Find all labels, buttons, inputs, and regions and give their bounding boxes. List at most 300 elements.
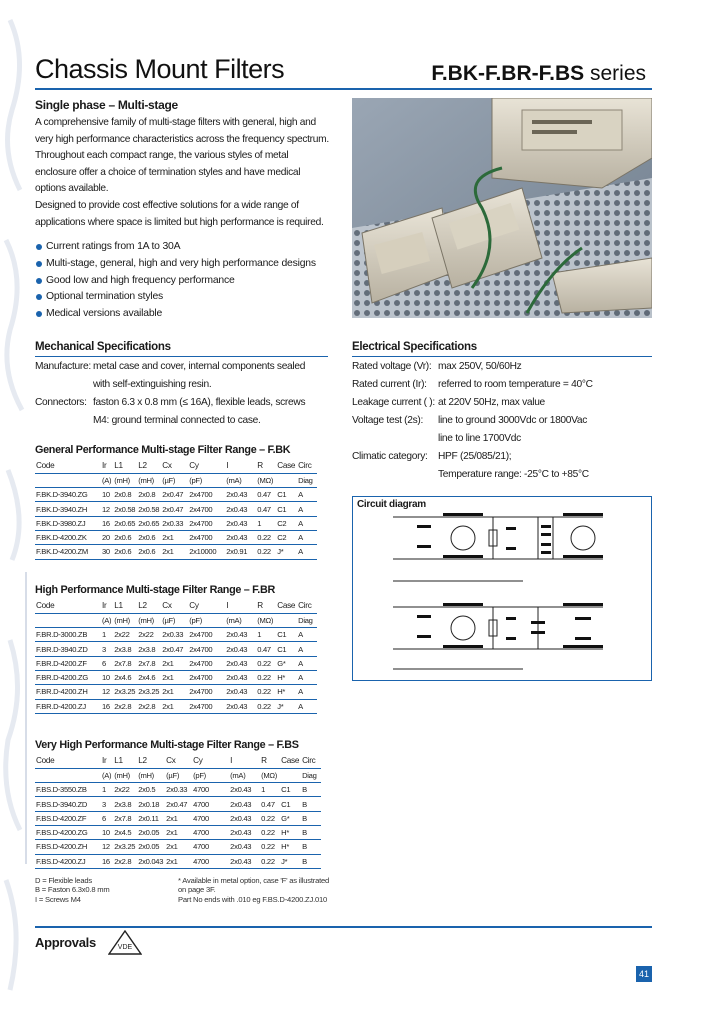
table-header-cell: I	[225, 459, 256, 473]
table-cell: 12	[101, 840, 113, 854]
table-cell: 0.47	[260, 797, 280, 811]
feature-item: Optional termination styles	[35, 289, 316, 306]
table-cell: 16	[101, 516, 113, 530]
table-cell: 2x1	[161, 530, 188, 544]
table-row	[35, 488, 317, 502]
table-cell: 0.22	[256, 545, 276, 559]
feature-item: Good low and high frequency performance	[35, 273, 316, 290]
table-cell: 0.22	[256, 699, 276, 713]
table-cell: 1	[256, 516, 276, 530]
table-cell: 2x0.6	[137, 530, 161, 544]
table-cell: 12	[101, 685, 113, 699]
table-header-cell: Ir	[101, 459, 113, 473]
table-cell: B	[301, 797, 321, 811]
table-cell: 0.22	[260, 825, 280, 839]
table-cell: 2x22	[113, 628, 137, 642]
table-cell: 2x3.25	[113, 840, 137, 854]
table-cell: G*	[280, 811, 301, 825]
vde-mark-text: VDE	[117, 944, 133, 951]
intro-line: Designed to provide cost effective solutions for a wide range of	[35, 199, 299, 211]
table-cell: 1	[101, 628, 113, 642]
table-cell: A	[297, 642, 317, 656]
table-cell: 2x0.43	[229, 825, 260, 839]
table-cell: 2x22	[113, 783, 137, 797]
table-header-cell: Circ	[297, 459, 317, 473]
intro-line: options available.	[35, 183, 109, 195]
spec-key: Climatic category:	[352, 451, 428, 462]
table-cell: A	[297, 628, 317, 642]
table-header-cell: (A)	[101, 768, 113, 782]
table-cell: F.BS.D-4200.ZF	[35, 811, 101, 825]
table-header-cell: Circ	[301, 754, 321, 768]
spec-value: Temperature range: -25°C to +85°C	[438, 469, 589, 480]
table-header-cell: R	[256, 459, 276, 473]
filter-table-fbk	[35, 459, 317, 560]
table-cell: 2x0.47	[161, 488, 188, 502]
table-cell: C1	[276, 628, 297, 642]
product-photo	[352, 98, 652, 318]
table-header-cell: L2	[137, 754, 165, 768]
table-header-cell: (µF)	[161, 473, 188, 487]
table-header-cell: (MΩ)	[256, 613, 276, 627]
vde-approval-mark-icon	[108, 930, 142, 956]
table-cell: C2	[276, 516, 297, 530]
spec-value: M4: ground terminal connected to case.	[93, 415, 261, 426]
mechanical-rule	[35, 356, 328, 357]
table-row	[35, 628, 317, 642]
table-header-cell: L2	[137, 599, 161, 613]
table-cell: 2x0.58	[113, 502, 137, 516]
table-header-cell: (µF)	[161, 613, 188, 627]
table-row	[35, 502, 317, 516]
table-header-cell: (mH)	[113, 473, 137, 487]
notes-right	[178, 876, 329, 904]
table-cell: 2x4700	[188, 699, 225, 713]
series-suffix: series	[584, 62, 646, 85]
table-cell: 2x4700	[188, 530, 225, 544]
table-cell: A	[297, 670, 317, 684]
notes-left	[35, 876, 110, 904]
table-header-cell: L1	[113, 459, 137, 473]
filter-table-fbr	[35, 599, 317, 714]
note-line: I = Screws M4	[35, 894, 81, 904]
table-cell: B	[301, 783, 321, 797]
table-header-cell: (µF)	[165, 768, 192, 782]
page-title: Chassis Mount Filters	[35, 54, 285, 84]
table-header-row	[35, 768, 321, 782]
table-header-cell	[35, 473, 101, 487]
table-row	[35, 840, 321, 854]
table-header-cell: (mH)	[113, 613, 137, 627]
table-cell: 30	[101, 545, 113, 559]
spec-key: Rated voltage (Vr):	[352, 361, 432, 372]
table-header-cell: Cx	[161, 459, 188, 473]
table-cell: 2x0.43	[229, 840, 260, 854]
table-cell: 20	[101, 530, 113, 544]
side-bar-marker	[25, 572, 27, 864]
feature-item: Medical versions available	[35, 306, 316, 323]
table-cell: 2x4700	[188, 685, 225, 699]
table-title: High Performance Multi-stage Filter Range – F.BR	[35, 584, 275, 596]
table-cell: 3	[101, 642, 113, 656]
table-cell: F.BS.D-3940.ZD	[35, 797, 101, 811]
table-cell: 2x0.47	[161, 502, 188, 516]
table-cell: 2x2.8	[113, 699, 137, 713]
table-header-cell: Diag	[297, 473, 317, 487]
feature-item: Current ratings from 1A to 30A	[35, 239, 316, 256]
table-header-cell: (mH)	[137, 613, 161, 627]
spec-key	[352, 466, 438, 484]
spec-value: HPF (25/085/21);	[438, 451, 512, 462]
table-row	[35, 685, 317, 699]
table-row	[35, 811, 321, 825]
table-cell: 2x0.58	[137, 502, 161, 516]
table-cell: 1	[101, 783, 113, 797]
circuit-schematic	[353, 497, 651, 680]
table-row	[35, 783, 321, 797]
table-cell: 3	[101, 797, 113, 811]
approvals-rule	[35, 926, 652, 928]
table-cell: 2x3.25	[137, 685, 161, 699]
intro-heading: Single phase – Multi-stage	[35, 98, 178, 112]
series-label	[431, 62, 646, 86]
table-header-cell: L1	[113, 754, 137, 768]
table-title: General Performance Multi-stage Filter Range – F.BK	[35, 444, 291, 456]
note-line: B = Faston 6.3x0.8 mm	[35, 885, 110, 895]
table-cell: 0.47	[256, 502, 276, 516]
table-header-cell: Cx	[165, 754, 192, 768]
table-cell: A	[297, 516, 317, 530]
table-header-cell: Cy	[188, 459, 225, 473]
table-cell: 4700	[192, 840, 229, 854]
table-cell: 2x0.43	[229, 783, 260, 797]
table-header-cell: Circ	[297, 599, 317, 613]
table-cell: 2x0.43	[229, 797, 260, 811]
table-cell: 2x3.25	[113, 685, 137, 699]
table-cell: 2x1	[165, 825, 192, 839]
table-header-cell: Diag	[301, 768, 321, 782]
table-cell: 2x1	[165, 840, 192, 854]
table-header-cell	[35, 613, 101, 627]
table-cell: 2x1	[161, 670, 188, 684]
title-divider	[35, 88, 652, 90]
table-cell: 2x3.8	[113, 797, 137, 811]
table-cell: F.BR.D-4200.ZJ	[35, 699, 101, 713]
table-cell: 2x0.43	[229, 854, 260, 868]
table-cell: 2x1	[165, 811, 192, 825]
table-cell: 2x10000	[188, 545, 225, 559]
page-number: 41	[636, 966, 652, 982]
table-header-cell: Cy	[192, 754, 229, 768]
table-cell: J*	[276, 699, 297, 713]
table-cell: 2x0.11	[137, 811, 165, 825]
table-header-cell: (pF)	[188, 613, 225, 627]
mechanical-heading: Mechanical Specifications	[35, 341, 171, 353]
spec-value: at 220V 50Hz, max value	[438, 397, 545, 408]
table-header-cell: (MΩ)	[256, 473, 276, 487]
spec-key: Manufacture:	[35, 361, 91, 372]
table-cell: 2x0.43	[225, 502, 256, 516]
table-cell: A	[297, 699, 317, 713]
spec-key	[35, 376, 93, 394]
table-cell: H*	[276, 685, 297, 699]
intro-line: enclosure offer a choice of termination styles and have medical	[35, 166, 301, 178]
table-cell: 2x0.6	[113, 530, 137, 544]
table-cell: 2x0.6	[113, 545, 137, 559]
table-cell: 2x0.8	[137, 488, 161, 502]
table-cell: 2x4700	[188, 502, 225, 516]
table-header-cell: (mA)	[229, 768, 260, 782]
table-header-cell: R	[260, 754, 280, 768]
table-cell: C1	[280, 783, 301, 797]
intro-text	[35, 115, 329, 231]
table-cell: 2x4.5	[113, 825, 137, 839]
intro-line: Throughout each compact range, the various styles of metal	[35, 150, 289, 162]
table-header-row	[35, 459, 317, 473]
table-header-cell: Case	[280, 754, 301, 768]
intro-line: A comprehensive family of multi-stage filters with general, high and	[35, 117, 316, 128]
spec-value: referred to room temperature = 40°C	[438, 379, 593, 390]
table-cell: 2x0.43	[225, 642, 256, 656]
table-cell: 2x0.43	[225, 516, 256, 530]
table-cell: 10	[101, 670, 113, 684]
table-cell: 2x0.8	[113, 488, 137, 502]
table-cell: F.BK.D-3940.ZH	[35, 502, 101, 516]
table-cell: 4700	[192, 825, 229, 839]
table-header-row	[35, 473, 317, 487]
table-header-cell: Diag	[297, 613, 317, 627]
table-cell: F.BR.D-3000.ZB	[35, 628, 101, 642]
table-cell: F.BS.D-4200.ZG	[35, 825, 101, 839]
table-cell: B	[301, 840, 321, 854]
spec-key	[352, 430, 438, 448]
spec-key: Rated current (Ir):	[352, 379, 427, 390]
table-cell: 6	[101, 811, 113, 825]
table-cell: A	[297, 656, 317, 670]
feature-list	[35, 239, 316, 323]
table-cell: 2x0.65	[137, 516, 161, 530]
table-cell: 1	[260, 783, 280, 797]
table-cell: 0.47	[256, 488, 276, 502]
table-header-cell: (A)	[101, 473, 113, 487]
spec-value: faston 6.3 x 0.8 mm (≤ 16A), flexible leads, screws	[93, 397, 306, 408]
table-cell: A	[297, 530, 317, 544]
table-cell: F.BR.D-4200.ZH	[35, 685, 101, 699]
table-cell: H*	[276, 670, 297, 684]
table-cell: 2x0.33	[165, 783, 192, 797]
table-cell: G*	[276, 656, 297, 670]
table-header-cell	[276, 473, 297, 487]
table-header-row	[35, 754, 321, 768]
table-cell: J*	[276, 545, 297, 559]
table-cell: 2x3.8	[113, 642, 137, 656]
table-cell: 0.22	[256, 685, 276, 699]
spec-value: line to ground 3000Vdc or 1800Vac	[438, 415, 588, 426]
table-cell: H*	[280, 825, 301, 839]
table-row	[35, 656, 317, 670]
table-header-cell: Ir	[101, 599, 113, 613]
table-cell: 10	[101, 488, 113, 502]
table-cell: B	[301, 825, 321, 839]
note-line: on page 3F.	[178, 885, 216, 895]
table-cell: 2x3.8	[137, 642, 161, 656]
table-cell: 2x0.05	[137, 840, 165, 854]
table-header-cell	[35, 768, 101, 782]
spec-key: Leakage current ( ):	[352, 397, 435, 408]
spec-key: Voltage test (2s):	[352, 415, 424, 426]
table-header-cell: R	[256, 599, 276, 613]
spec-value: metal case and cover, internal components sealed	[93, 361, 306, 372]
spec-key: Connectors:	[35, 397, 87, 408]
table-row	[35, 516, 317, 530]
table-cell: C1	[276, 502, 297, 516]
electrical-rule	[352, 356, 652, 357]
table-row	[35, 825, 321, 839]
table-cell: 2x2.8	[113, 854, 137, 868]
table-cell: 0.22	[260, 854, 280, 868]
table-header-cell: Code	[35, 599, 101, 613]
table-cell: 10	[101, 825, 113, 839]
table-header-cell: (MΩ)	[260, 768, 280, 782]
table-cell: 4700	[192, 783, 229, 797]
table-cell: A	[297, 502, 317, 516]
table-cell: 2x0.43	[225, 530, 256, 544]
table-cell: 16	[101, 699, 113, 713]
table-cell: A	[297, 685, 317, 699]
table-row	[35, 797, 321, 811]
table-cell: C1	[276, 488, 297, 502]
table-cell: F.BK.D-4200.ZM	[35, 545, 101, 559]
feature-item: Multi-stage, general, high and very high performance designs	[35, 256, 316, 273]
approvals-label: Approvals	[35, 935, 96, 950]
table-cell: J*	[280, 854, 301, 868]
table-title: Very High Performance Multi-stage Filter Range – F.BS	[35, 739, 299, 751]
table-header-cell: Code	[35, 459, 101, 473]
table-cell: 2x4700	[188, 516, 225, 530]
table-cell: 2x4700	[188, 656, 225, 670]
table-cell: 1	[256, 628, 276, 642]
table-cell: F.BS.D-4200.ZH	[35, 840, 101, 854]
table-cell: 2x4.6	[137, 670, 161, 684]
table-cell: 2x4700	[188, 642, 225, 656]
table-cell: 2x0.043	[137, 854, 165, 868]
table-row	[35, 530, 317, 544]
table-row	[35, 699, 317, 713]
note-line: Part No ends with .010 eg F.BS.D-4200.ZJ.010	[178, 894, 328, 904]
table-header-cell: (pF)	[192, 768, 229, 782]
note-line: * Available in metal option, case 'F' as illustrated	[178, 876, 330, 885]
table-header-cell: Ir	[101, 754, 113, 768]
table-cell: 2x0.65	[113, 516, 137, 530]
table-cell: F.BS.D-3550.ZB	[35, 783, 101, 797]
table-cell: 2x4700	[188, 628, 225, 642]
table-cell: F.BR.D-4200.ZG	[35, 670, 101, 684]
table-cell: F.BS.D-4200.ZJ	[35, 854, 101, 868]
table-row	[35, 670, 317, 684]
table-header-cell: Cy	[188, 599, 225, 613]
table-cell: 4700	[192, 811, 229, 825]
table-cell: 12	[101, 502, 113, 516]
table-cell: 4700	[192, 854, 229, 868]
table-cell: 0.47	[256, 642, 276, 656]
mechanical-specs	[35, 358, 335, 430]
table-header-cell: (mA)	[225, 473, 256, 487]
spec-key	[35, 412, 93, 430]
series-codes: F.BK-F.BR-F.BS	[431, 62, 585, 85]
table-cell: 2x0.33	[161, 516, 188, 530]
table-cell: 2x1	[161, 656, 188, 670]
table-cell: 2x0.43	[225, 628, 256, 642]
table-cell: F.BK.D-4200.ZK	[35, 530, 101, 544]
circuit-diagram	[352, 496, 652, 681]
table-cell: 2x0.43	[225, 656, 256, 670]
table-header-cell	[276, 613, 297, 627]
table-header-cell: Case	[276, 459, 297, 473]
table-header-cell: (pF)	[188, 473, 225, 487]
table-cell: 2x1	[161, 545, 188, 559]
table-header-cell: Cx	[161, 599, 188, 613]
spec-value: with self-extinguishing resin.	[93, 379, 212, 390]
table-cell: C2	[276, 530, 297, 544]
table-cell: 0.22	[260, 840, 280, 854]
table-row	[35, 642, 317, 656]
table-header-row	[35, 613, 317, 627]
table-header-cell: I	[229, 754, 260, 768]
note-line: D = Flexible leads	[35, 876, 92, 885]
table-cell: A	[297, 488, 317, 502]
table-cell: 2x0.43	[225, 488, 256, 502]
table-header-cell: I	[225, 599, 256, 613]
table-cell: 2x0.18	[137, 797, 165, 811]
table-header-cell: (mH)	[113, 768, 137, 782]
table-cell: 0.22	[256, 670, 276, 684]
electrical-heading: Electrical Specifications	[352, 341, 477, 353]
electrical-specs	[352, 358, 652, 484]
table-cell: 2x0.5	[137, 783, 165, 797]
table-cell: 2x4.6	[113, 670, 137, 684]
table-header-cell: Code	[35, 754, 101, 768]
table-cell: 2x0.47	[165, 797, 192, 811]
table-cell: C1	[280, 797, 301, 811]
intro-line: very high performance characteristics across the frequency spectrum.	[35, 133, 329, 145]
table-cell: 2x22	[137, 628, 161, 642]
table-cell: 4700	[192, 797, 229, 811]
table-header-cell	[280, 768, 301, 782]
table-header-cell: L1	[113, 599, 137, 613]
table-cell: 2x0.43	[225, 685, 256, 699]
table-cell: 2x4700	[188, 670, 225, 684]
spec-value: line to line 1700Vdc	[438, 433, 521, 444]
table-header-cell: L2	[137, 459, 161, 473]
table-cell: 2x1	[161, 685, 188, 699]
table-cell: 2x0.43	[225, 699, 256, 713]
diagram-caption: Circuit diagram	[357, 499, 426, 510]
table-cell: 2x0.43	[229, 811, 260, 825]
table-cell: 2x0.6	[137, 545, 161, 559]
table-cell: 2x7.8	[113, 656, 137, 670]
table-cell: H*	[280, 840, 301, 854]
table-header-cell: (mA)	[225, 613, 256, 627]
table-cell: 0.22	[260, 811, 280, 825]
table-cell: F.BR.D-4200.ZF	[35, 656, 101, 670]
table-cell: 2x0.43	[225, 670, 256, 684]
table-cell: F.BR.D-3940.ZD	[35, 642, 101, 656]
table-cell: 0.22	[256, 530, 276, 544]
table-header-cell: (A)	[101, 613, 113, 627]
table-cell: 2x0.33	[161, 628, 188, 642]
table-cell: B	[301, 811, 321, 825]
table-cell: 2x1	[165, 854, 192, 868]
